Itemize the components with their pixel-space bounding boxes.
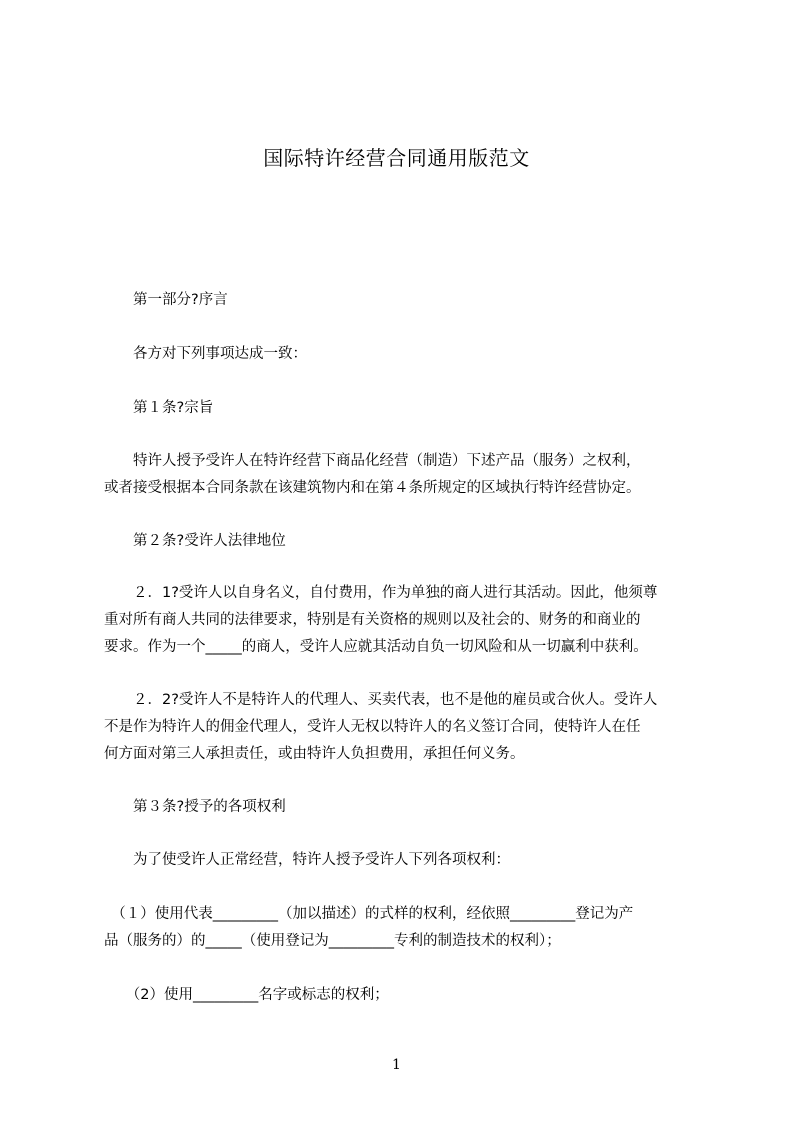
article-3-intro: 为了使受许人正常经营，特许人授予受许人下列各项权利： <box>104 852 510 868</box>
article-2-2-line-2: 不是作为特许人的佣金代理人，受许人无权以特许人的名义签订合同，使特许人在任 <box>104 719 641 735</box>
article-3-item-1-line-2: 品（服务的）的_____（使用登记为_________专利的制造技术的权利）； <box>104 933 561 949</box>
article-3-item-2: （2）使用_________名字或标志的权利； <box>104 987 389 1003</box>
article-1-text-line-1: 特许人授予受许人在特许经营下商品化经营（制造）下述产品（服务）之权利， <box>104 453 641 469</box>
article-2-2-line-3: 何方面对第三人承担责任，或由特许人负担费用，承担任何义务。 <box>104 746 525 762</box>
document-title: 国际特许经营合同通用版范文 <box>263 146 530 170</box>
article-1-text-line-2: 或者接受根据本合同条款在该建筑物内和在第４条所规定的区域执行特许经营协定。 <box>104 480 641 496</box>
article-2-1-line-2: 重对所有商人共同的法律要求，特别是有关资格的规则以及社会的、财务的和商业的 <box>104 612 641 628</box>
article-2-2-line-1: ２．2?受许人不是特许人的代理人、买卖代表，也不是他的雇员或合伙人。受许人 <box>104 692 658 708</box>
page-number: 1 <box>392 1057 401 1073</box>
article-3-item-1-line-1: （１）使用代表_________（加以描述）的式样的权利，经依照_________登记为产 <box>104 906 634 922</box>
article-2-1-line-3: 要求。作为一个_____的商人，受许人应就其活动自负一切风险和从一切赢利中获利。 <box>104 639 648 655</box>
paragraph-agreement: 各方对下列事项达成一致： <box>104 346 307 362</box>
article-1-heading: 第１条?宗旨 <box>104 400 214 416</box>
article-3-heading: 第３条?授予的各项权利 <box>104 799 286 815</box>
section-heading-preface: 第一部分?序言 <box>104 292 228 308</box>
article-2-heading: 第２条?受许人法律地位 <box>104 533 286 549</box>
article-2-1-line-1: ２．1?受许人以自身名义，自付费用，作为单独的商人进行其活动。因此，他须尊 <box>104 585 658 601</box>
